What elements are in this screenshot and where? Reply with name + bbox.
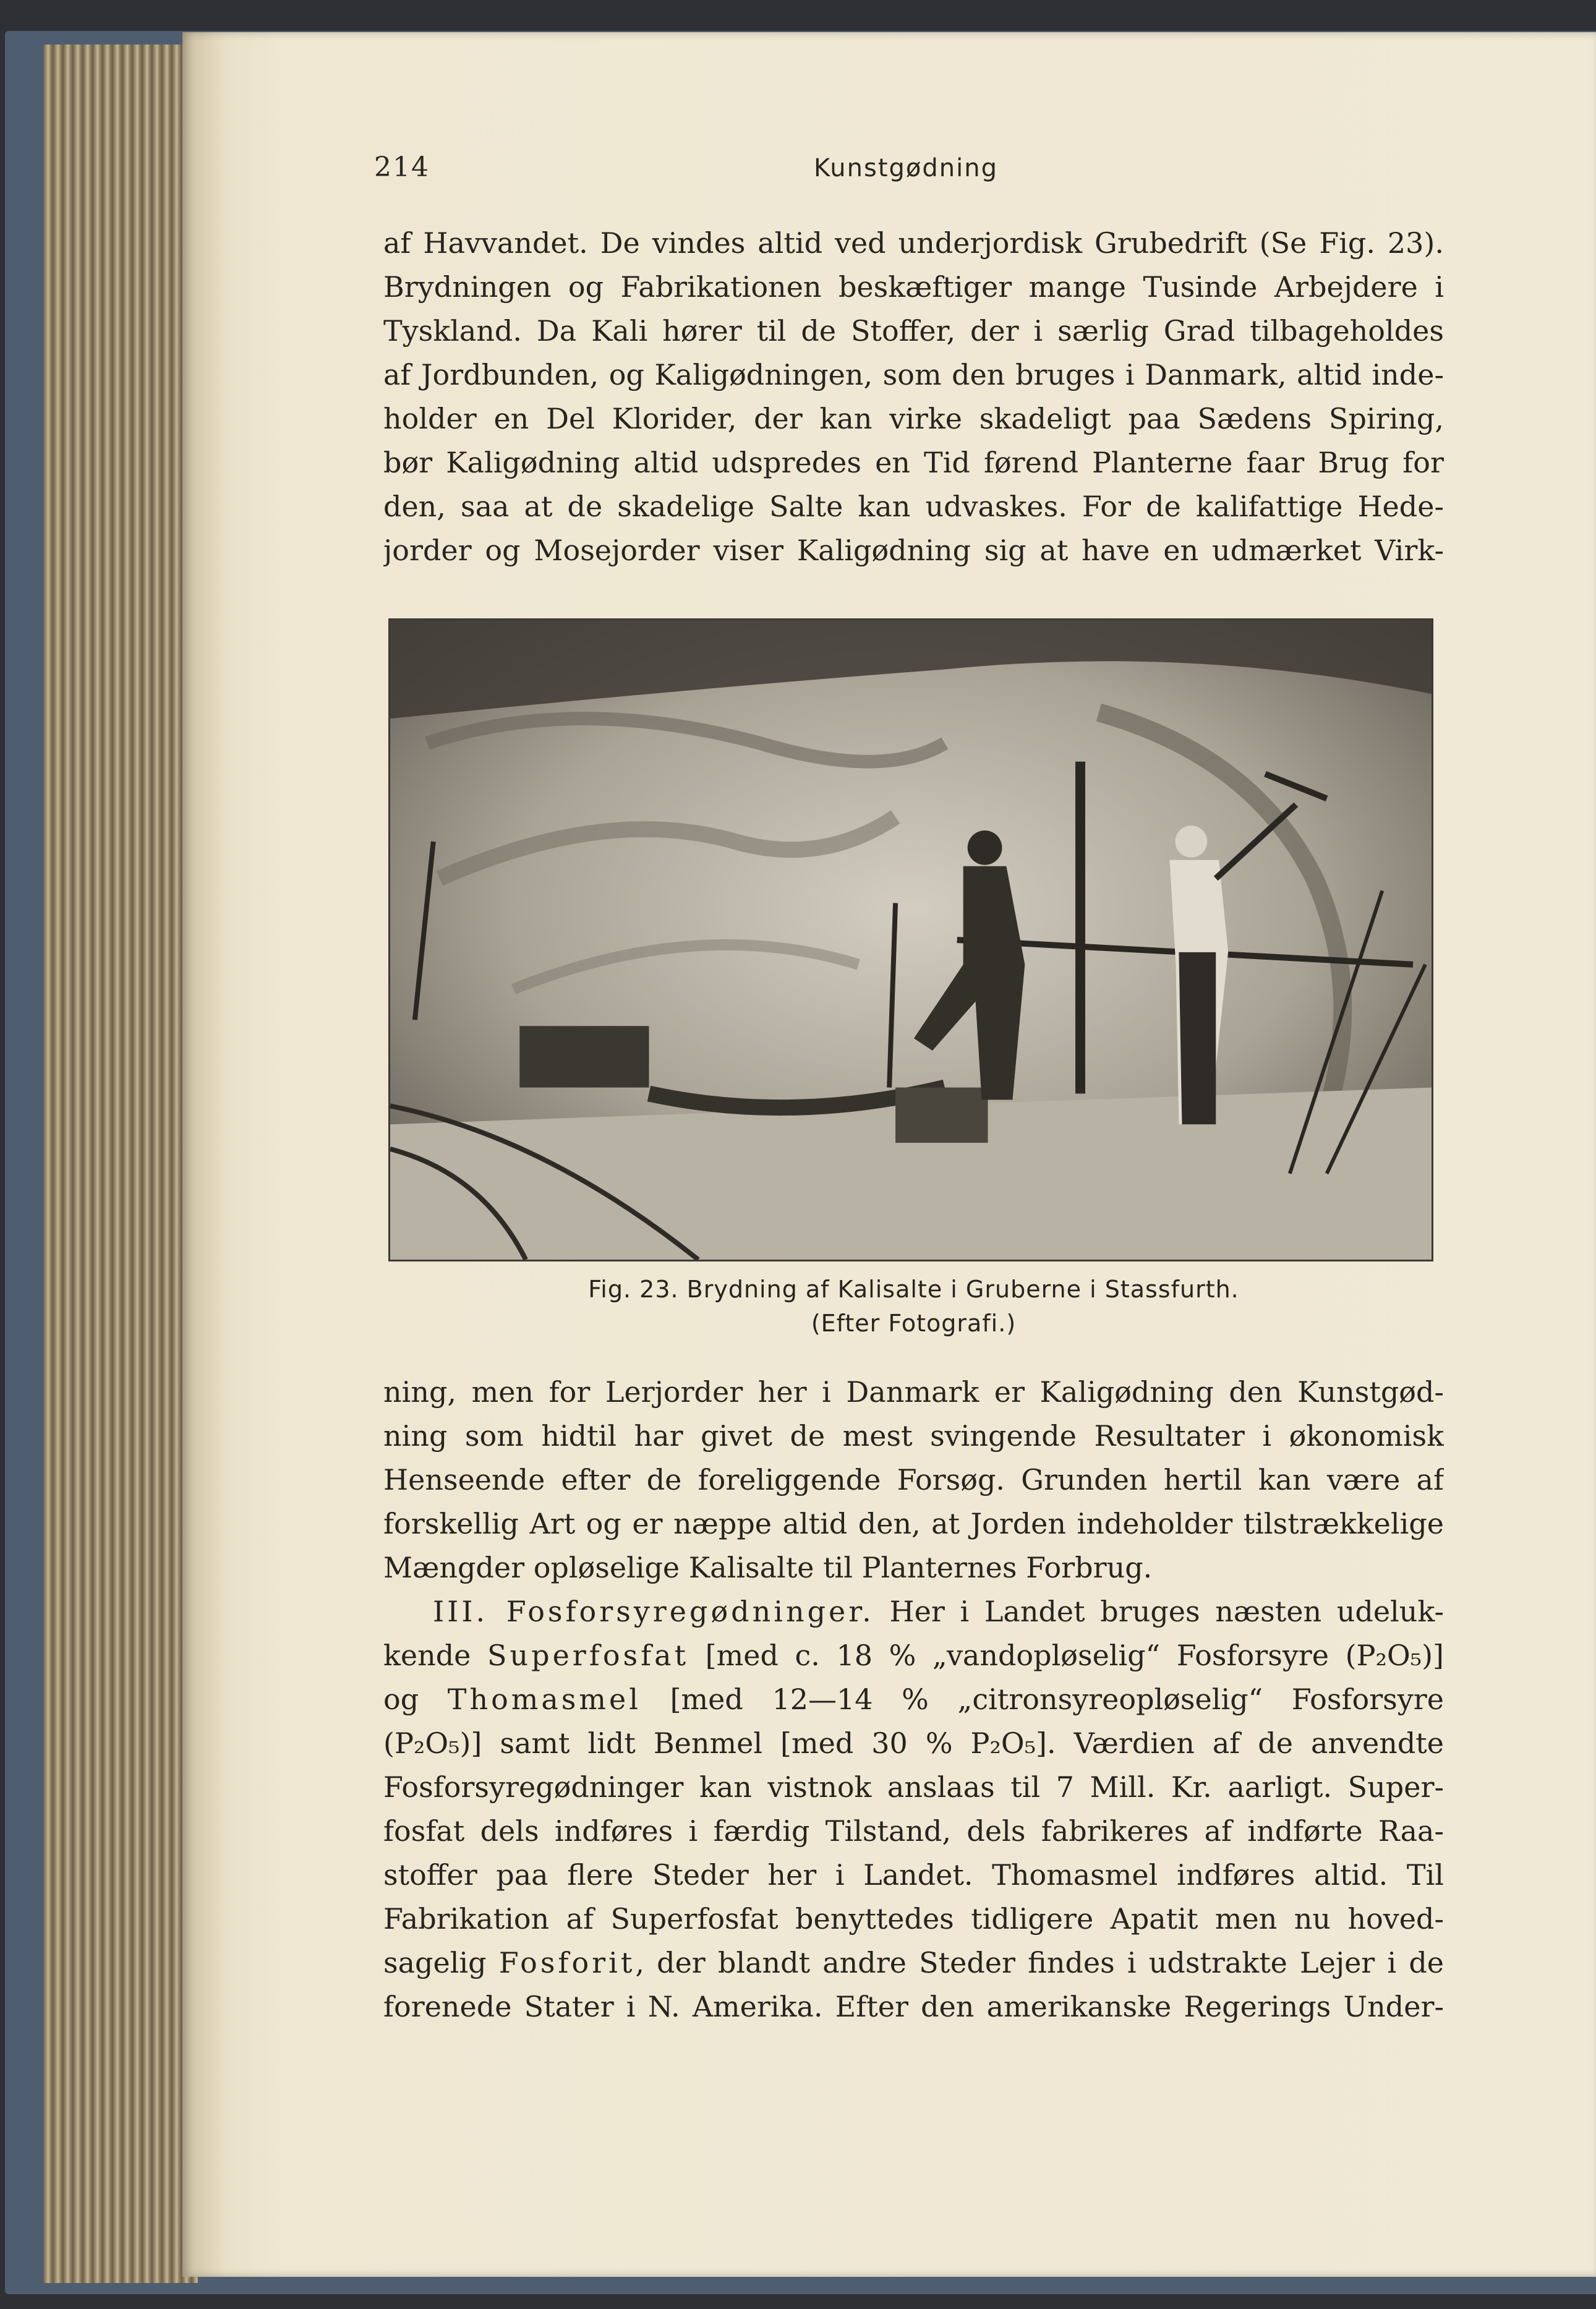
text-run: kende [383, 1639, 487, 1672]
text-line: Fosforsyregødninger kan vistnok anslaas til 7 Mill. Kr. aarligt. Super- [383, 1770, 1444, 1804]
text-line: Henseende efter de foreliggende Forsøg. Grunden hertil kan være af [383, 1463, 1444, 1496]
text-line: fosfat dels indføres i færdig Tilstand, dels fabrikeres af indførte Raa- [383, 1814, 1444, 1848]
text-line: ning som hidtil har givet de mest svingende Resultater i økonomisk [383, 1419, 1444, 1453]
text-run: [med 12—14 % „citronsyreopløselig“ Fosforsyre [641, 1683, 1444, 1716]
emphasis-term: Fosforit [498, 1946, 636, 1979]
paragraph-2 [383, 1370, 1444, 2029]
emphasis-term: Thomasmel [447, 1683, 641, 1716]
text-line [383, 1941, 1444, 1985]
text-line: Brydningen og Fabrikationen beskæftiger mange Tusinde Arbejdere i [383, 270, 1444, 304]
text-line [383, 1590, 1444, 1634]
page-header [374, 152, 1438, 189]
figure-23-photograph [388, 618, 1433, 1261]
figure-caption: Fig. 23. Brydning af Kalisalte i Gruberne i Stassfurth. [588, 1276, 1239, 1303]
text-line: Tyskland. Da Kali hører til de Stoffer, der i særlig Grad tilbageholdes [383, 314, 1444, 348]
mine-photo-illustration [390, 620, 1432, 1260]
text-line: Fabrikation af Superfosfat benyttedes tidligere Apatit men nu hoved- [383, 1902, 1444, 1936]
text-line: holder en Del Klorider, der kan virke skadeligt paa Sædens Spiring, [383, 402, 1444, 435]
text-run: , der blandt andre Steder findes i udstrakte Lejer i de [635, 1946, 1444, 1979]
page-number: 214 [374, 152, 430, 183]
text-line: forenede Stater i N. Amerika. Efter den amerikanske Regerings Under- [383, 1990, 1444, 2023]
text-line: af Jordbunden, og Kaligødningen, som den bruges i Danmark, altid inde- [383, 358, 1444, 391]
text-line: Mængder opløselige Kalisalte til Planternes Forbrug. [383, 1551, 1153, 1584]
text-run: [med c. 18 % „vandopløselig“ Fosforsyre (P₂O₅)] [689, 1639, 1444, 1672]
running-head: Kunstgødning [814, 154, 998, 182]
text-line: (P₂O₅)] samt lidt Benmel [med 30 % P₂O₅]. Værdien af de anvendte [383, 1726, 1444, 1760]
text-line: den, saa at de skadelige Salte kan udvaskes. For de kalifattige Hede- [383, 490, 1444, 523]
text-run: og [383, 1683, 448, 1716]
text-line: stoffer paa flere Steder her i Landet. Thomasmel indføres altid. Til [383, 1858, 1444, 1892]
text-line: af Havvandet. De vindes altid ved underjordisk Grubedrift (Se Fig. 23). [383, 226, 1444, 260]
page-edges [43, 45, 198, 2283]
text-line [383, 1678, 1444, 1722]
figure-caption-source: (Efter Fotografi.) [811, 1310, 1017, 1337]
text-line [383, 1634, 1444, 1678]
text-line: forskellig Art og er næppe altid den, at Jorden indeholder tilstrækkelige [383, 1507, 1444, 1540]
section-heading: III. Fosforsyregødninger. [433, 1595, 874, 1628]
text-line: bør Kaligødning altid udspredes en Tid førend Planterne faar Brug for [383, 446, 1444, 479]
emphasis-term: Superfosfat [487, 1639, 689, 1672]
text-run: Her i Landet bruges næsten udeluk- [874, 1595, 1444, 1628]
paragraph-1 [383, 221, 1444, 573]
text-line: jorder og Mosejorder viser Kaligødning sig at have en udmærket Virk- [383, 534, 1444, 567]
text-line: ning, men for Lerjorder her i Danmark er Kaligødning den Kunstgød- [383, 1375, 1444, 1409]
text-run: sagelig [383, 1946, 499, 1979]
